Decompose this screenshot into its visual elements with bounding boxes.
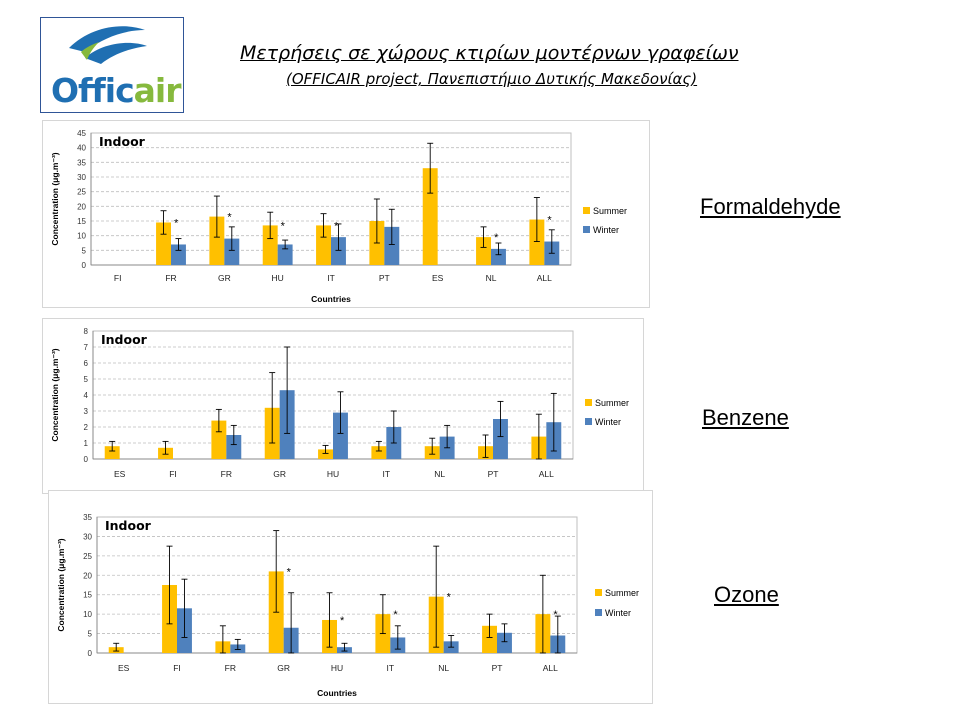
x-tick-label: HU [271,273,284,283]
logo-text-air: air [133,71,181,110]
legend-swatch-winter [583,226,590,233]
legend-label-summer: Summer [595,398,630,408]
y-tick-label: 3 [83,407,88,416]
x-tick-label: PT [378,273,390,283]
page-title: Μετρήσεις σε χώρους κτιρίων μοντέρνων γραφείων [240,42,739,64]
formaldehyde-link[interactable]: Formaldehyde [700,194,841,219]
y-axis-label: Concentration (μg.m⁻³) [50,348,60,442]
y-tick-label: 10 [83,610,92,620]
x-tick-label: ALL [538,469,554,479]
x-tick-label: FI [169,469,177,479]
significance-marker: * [553,609,558,622]
formaldehyde-chart [43,121,649,307]
legend-swatch-summer [595,589,602,596]
y-tick-label: 30 [77,173,86,182]
ozone-chart-panel [48,490,653,704]
y-tick-label: 0 [81,261,86,270]
ozone-link[interactable]: Ozone [714,582,779,607]
significance-marker: * [227,211,232,224]
y-tick-label: 15 [77,217,86,226]
legend-label-winter: Winter [595,417,622,427]
x-tick-label: NL [438,663,450,673]
formaldehyde-chart-panel [42,120,650,308]
y-tick-label: 5 [81,246,86,256]
y-tick-label: 5 [83,375,88,384]
x-tick-label: HU [330,663,344,673]
y-tick-label: 15 [83,590,92,600]
x-tick-label: FR [224,663,237,673]
y-tick-label: 8 [83,327,88,336]
x-tick-label: ES [117,663,130,673]
legend-swatch-summer [585,399,592,406]
x-tick-label: NL [485,273,497,283]
y-tick-label: 5 [87,629,92,639]
legend-label-winter: Winter [593,225,620,235]
logo-text-offic: Offic [51,71,134,110]
y-tick-label: 40 [77,143,86,153]
y-tick-label: 25 [83,551,92,561]
y-tick-label: 35 [77,158,86,168]
x-tick-label: GR [217,273,231,283]
x-tick-label: ES [113,469,126,479]
x-tick-label: IT [386,663,395,673]
legend-label-summer: Summer [605,588,640,598]
y-tick-label: 0 [83,455,88,464]
significance-marker: * [334,220,339,233]
logo-text [51,71,181,110]
y-tick-label: 20 [83,571,92,581]
x-tick-label: ES [431,273,444,283]
significance-marker: * [547,214,552,227]
y-tick-label: 1 [83,439,88,448]
legend-label-summer: Summer [593,206,628,216]
x-tick-label: PT [487,469,499,479]
indoor-annotation: Indoor [99,134,145,149]
legend-label-winter: Winter [605,608,632,618]
x-tick-label: FI [113,273,122,283]
legend-swatch-winter [595,609,602,616]
x-tick-label: IT [327,273,335,283]
significance-marker: * [446,591,451,604]
y-tick-label: 25 [77,187,86,197]
y-tick-label: 6 [83,359,88,368]
significance-marker: * [174,217,179,230]
x-tick-label: GR [277,663,291,673]
y-axis-label: Concentration (μg.m⁻³) [50,152,60,246]
x-axis-label: Countries [317,688,357,698]
y-tick-label: 2 [83,423,88,432]
benzene-link[interactable]: Benzene [702,405,789,430]
ozone-chart [49,491,652,703]
page-subtitle: (OFFICAIR project, Πανεπιστήμιο Δυτικής Μακεδονίας) [286,70,698,88]
y-tick-label: 10 [77,231,86,241]
x-tick-label: IT [382,469,391,479]
benzene-chart-panel [42,318,644,494]
x-tick-label: GR [273,469,287,479]
legend-swatch-winter [585,418,592,425]
x-tick-label: FI [173,663,181,673]
x-tick-label: HU [326,469,340,479]
x-tick-label: NL [434,469,446,479]
significance-marker: * [494,232,499,245]
significance-marker: * [340,614,345,627]
benzene-chart [43,319,643,493]
y-tick-label: 30 [83,532,92,542]
significance-marker: * [393,609,398,622]
y-tick-label: 35 [83,513,92,522]
y-tick-label: 0 [87,649,92,658]
significance-marker: * [286,566,291,579]
y-tick-label: 20 [77,202,86,212]
legend-swatch-summer [583,207,590,214]
y-tick-label: 7 [83,343,88,352]
y-tick-label: 45 [77,129,86,138]
indoor-annotation: Indoor [105,518,151,533]
y-axis-label: Concentration (μg.m⁻³) [56,538,66,632]
x-axis-label: Countries [311,294,351,304]
x-tick-label: ALL [542,663,558,673]
x-tick-label: FR [220,469,233,479]
indoor-annotation: Indoor [101,332,147,347]
y-tick-label: 4 [83,391,88,400]
x-tick-label: FR [165,273,177,283]
officair-logo [40,17,184,113]
x-tick-label: PT [491,663,503,673]
x-tick-label: ALL [536,273,552,283]
significance-marker: * [280,220,285,233]
